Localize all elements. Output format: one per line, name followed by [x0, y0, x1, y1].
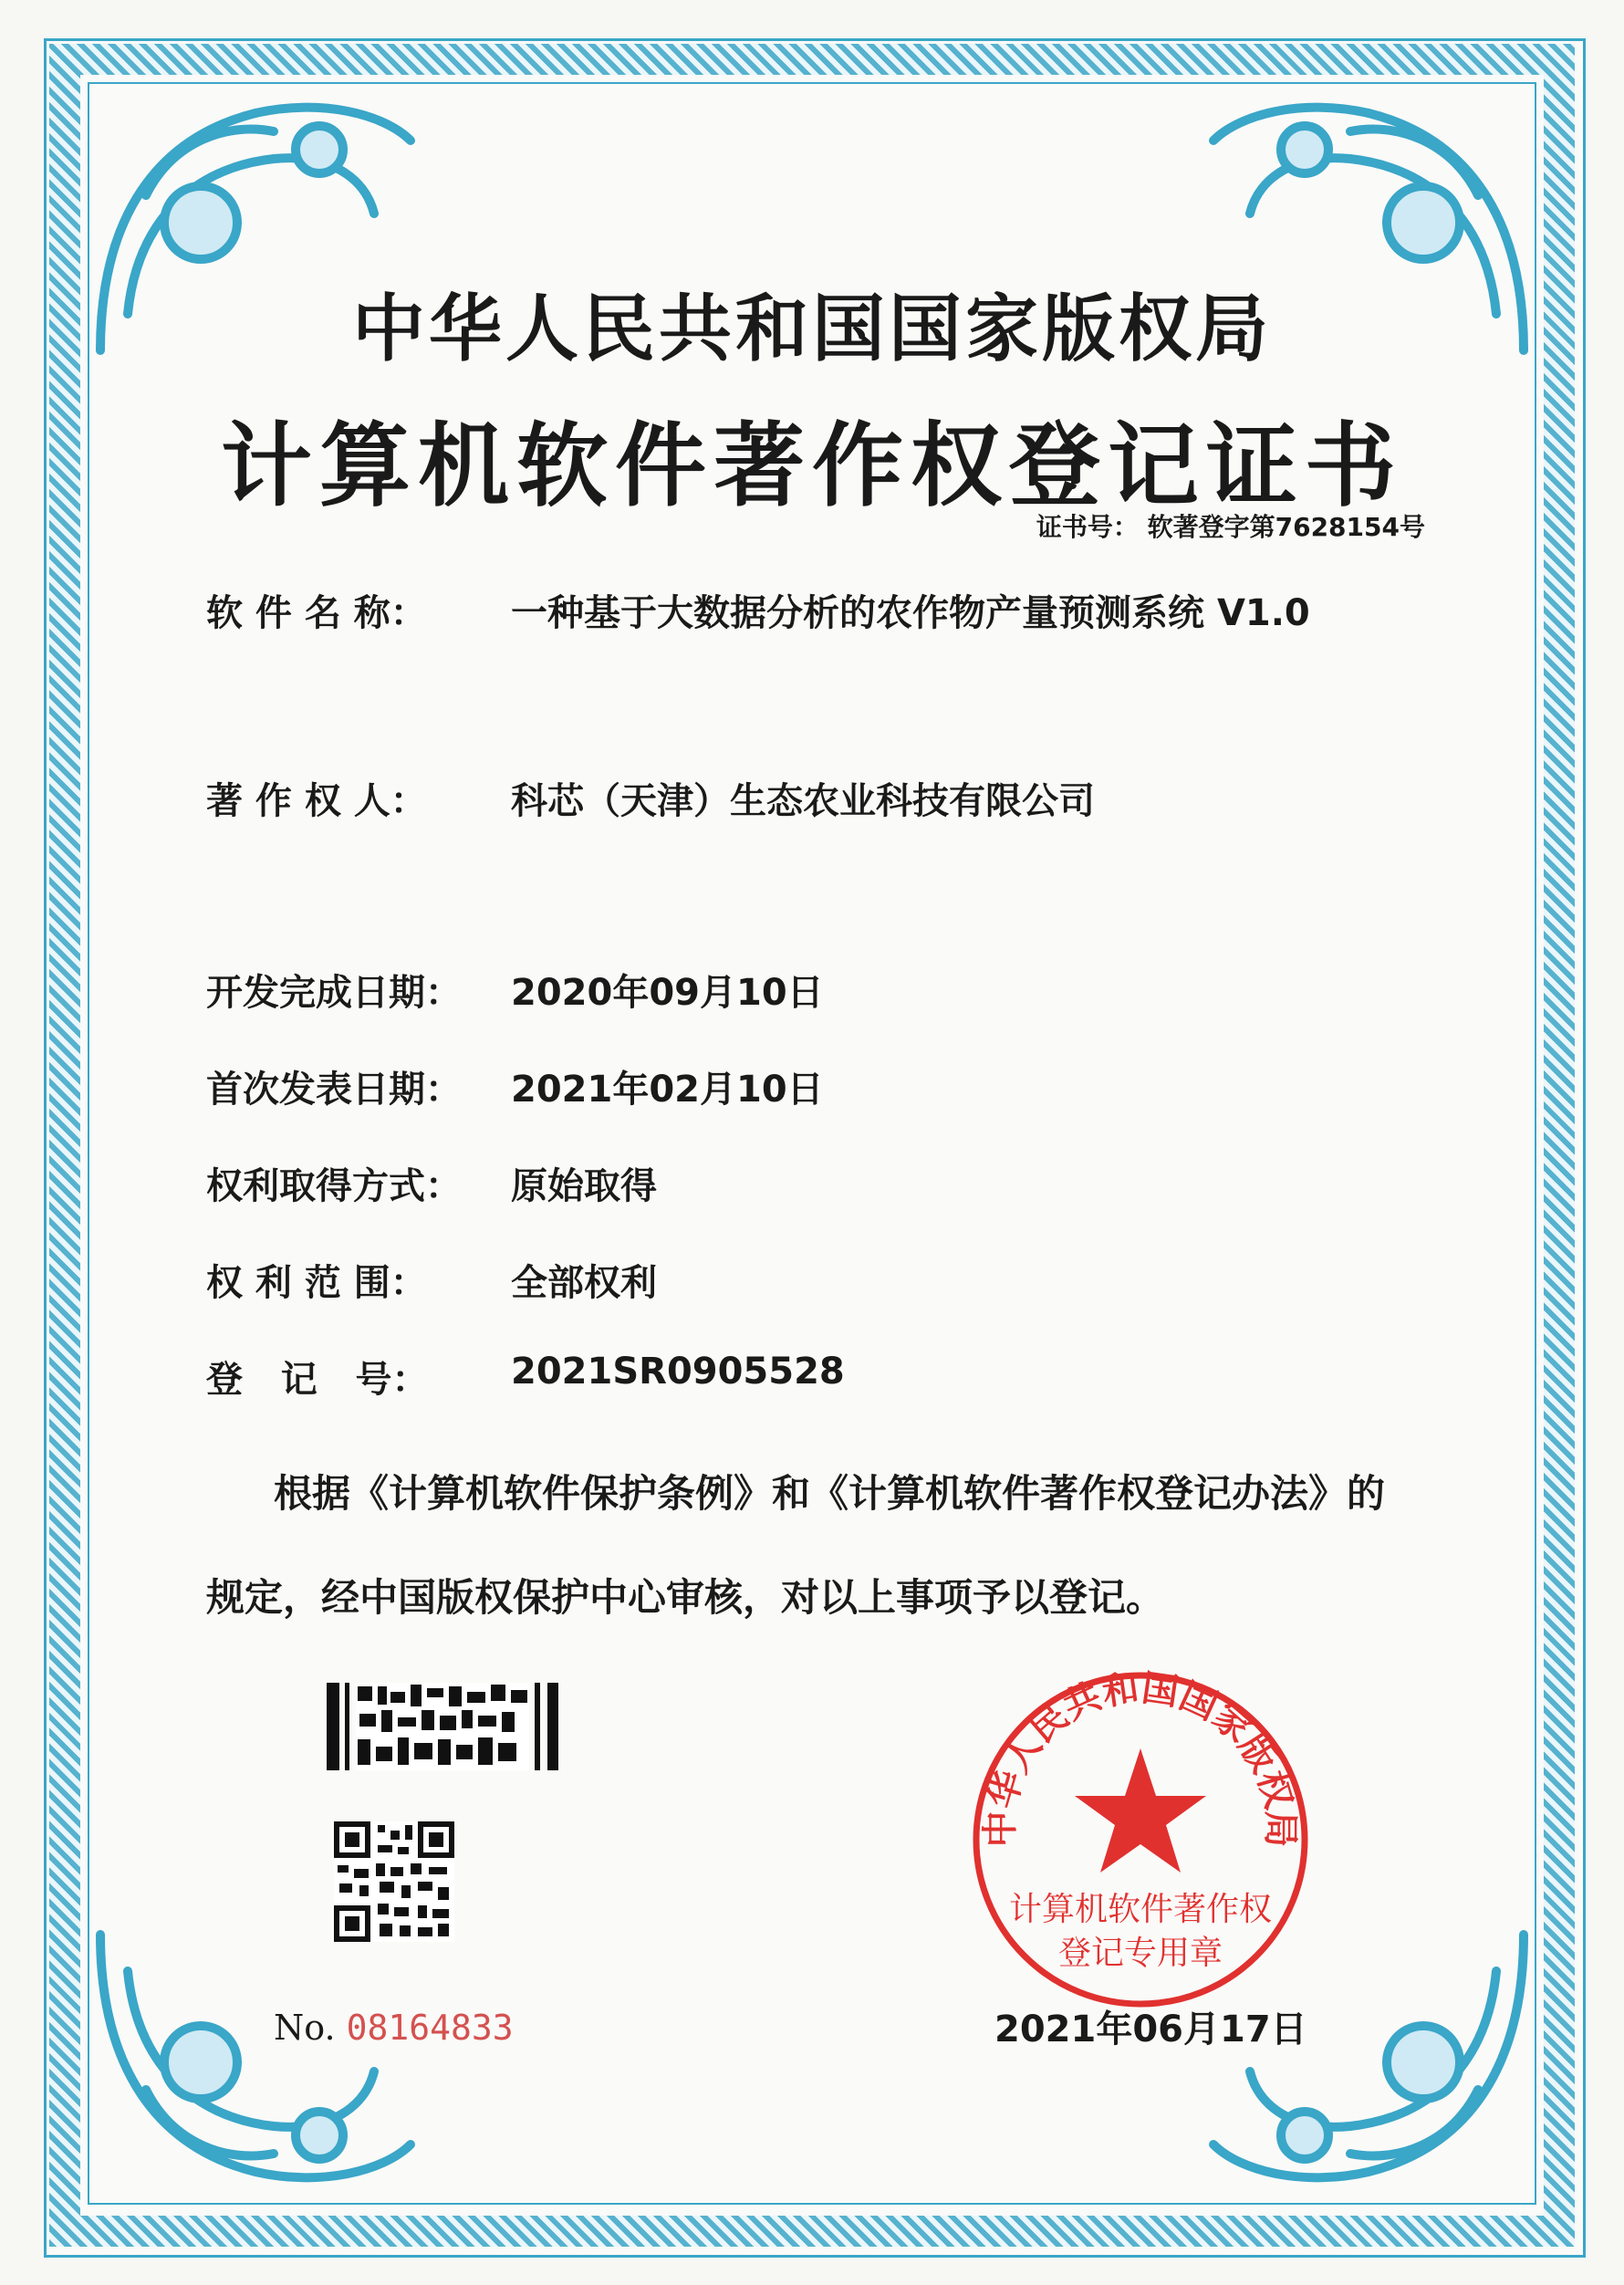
software-name-value: [511, 584, 1310, 636]
pub-date-value: 2021年02月10日: [511, 1069, 824, 1111]
scope-row: [206, 1254, 657, 1306]
owner-label: 著 作 权 人：: [206, 780, 427, 822]
seal-inner-line2: 登记专用章: [1057, 1935, 1223, 1972]
reg-label: 登 记 号：: [206, 1359, 429, 1401]
seal-star-icon: [1075, 1748, 1206, 1873]
reg-value: 2021SR0905528: [511, 1351, 845, 1393]
pub-date-label: 首次发表日期：: [206, 1069, 462, 1111]
scope-label: 权 利 范 围：: [206, 1262, 427, 1304]
software-name-label: 软 件 名 称：: [206, 592, 427, 634]
software-name-row: [206, 584, 1310, 636]
acquire-label: 权利取得方式：: [206, 1165, 462, 1207]
statement-line-2: 规定，经中国版权保护中心审核，对以上事项予以登记。: [206, 1575, 1165, 1620]
serial-prefix: No.: [274, 2008, 336, 2048]
serial-number: [274, 2008, 514, 2048]
official-seal: [967, 1666, 1314, 2013]
acquire-row: [206, 1157, 657, 1209]
certificate-title: 计算机软件著作权登记证书: [221, 412, 1403, 519]
scope-value: 全部权利: [511, 1262, 657, 1304]
certificate-number: 证书号： 软著登字第7628154号: [1036, 512, 1425, 542]
serial-value: 08164833: [346, 2008, 514, 2048]
qr-code: [334, 1821, 454, 1942]
issue-date: 2021年06月17日: [994, 2009, 1307, 2050]
owner-row: [206, 772, 1095, 824]
barcode: [327, 1683, 560, 1770]
software-version: V1.0: [1216, 592, 1310, 634]
acquire-value: 原始取得: [511, 1165, 657, 1207]
issuer-title: 中华人民共和国国家版权局: [352, 287, 1272, 371]
corner-ornament-bottom-left: [91, 1925, 420, 2199]
dev-date-label: 开发完成日期：: [206, 972, 462, 1014]
pub-date-row: [206, 1060, 824, 1112]
statement-line-1: 根据《计算机软件保护条例》和《计算机软件著作权登记办法》的: [274, 1471, 1386, 1516]
owner-value: 科芯（天津）生态农业科技有限公司: [511, 780, 1095, 822]
dev-date-row: [206, 964, 824, 1016]
dev-date-value: 2020年09月10日: [511, 972, 824, 1014]
reg-row: [206, 1351, 845, 1403]
seal-inner-line1: 计算机软件著作权: [1008, 1891, 1273, 1928]
seal-arc-text: 中华人民共和国国家版权局: [979, 1666, 1302, 1848]
software-name-line1: 一种基于大数据分析的农作物产量预测系统: [511, 592, 1204, 634]
